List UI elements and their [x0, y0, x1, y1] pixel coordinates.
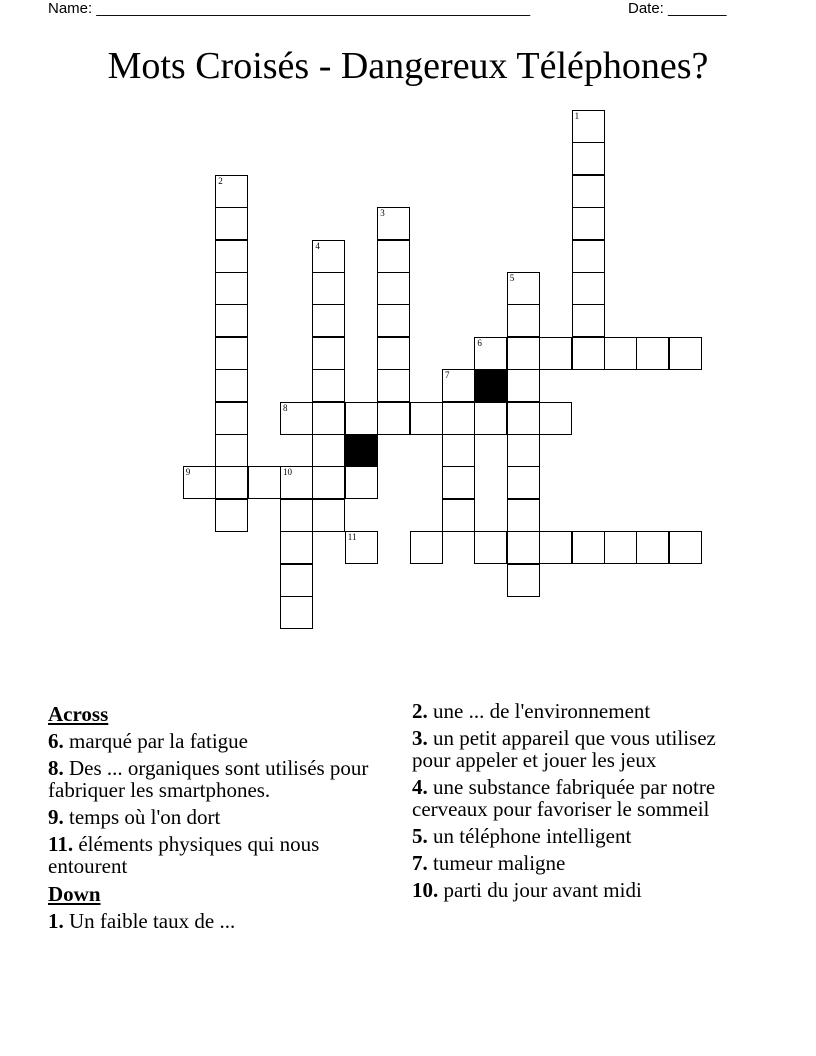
across-clue-list [48, 730, 398, 877]
grid-cell[interactable] [280, 564, 313, 597]
clue-text: temps où l'on dort [69, 805, 221, 829]
grid-cell[interactable] [636, 337, 669, 370]
grid-cell[interactable] [539, 402, 572, 435]
grid-cell[interactable] [507, 499, 540, 532]
grid-cell[interactable] [215, 240, 248, 273]
grid-cell[interactable] [572, 531, 605, 564]
grid-cell[interactable] [474, 402, 507, 435]
cell-number: 3 [380, 208, 385, 219]
clue-text: tumeur maligne [433, 851, 566, 875]
grid-cell[interactable] [248, 466, 281, 499]
clue-item [412, 700, 757, 722]
grid-cell[interactable] [507, 369, 540, 402]
grid-cell[interactable] [442, 466, 475, 499]
grid-cell[interactable] [345, 402, 378, 435]
cell-number: 5 [509, 273, 515, 283]
clue-number: 9. [48, 805, 64, 829]
grid-cell[interactable] [215, 304, 248, 337]
clue-item [412, 727, 757, 771]
grid-cell[interactable] [280, 402, 313, 435]
clue-item [412, 879, 757, 901]
clue-number: 10. [412, 878, 439, 902]
down-clue-list-left [48, 910, 398, 932]
grid-cell[interactable] [442, 369, 475, 402]
clue-item [48, 806, 398, 828]
name-field-label: Name: ____________________________________________________ [48, 0, 531, 17]
down-heading: Down [48, 882, 101, 906]
clue-text: Un faible taux de ... [69, 909, 236, 933]
clue-text: une substance fabriquée par notre cerveaux pour favoriser le sommeil [412, 775, 716, 821]
grid-cell[interactable] [377, 337, 410, 370]
grid-cell[interactable] [539, 337, 572, 370]
grid-cell[interactable] [572, 304, 605, 337]
grid-cell[interactable] [215, 402, 248, 435]
clue-number: 2. [412, 699, 428, 723]
clue-number: 1. [48, 909, 64, 933]
clue-item [48, 757, 398, 801]
grid-cell[interactable] [377, 369, 410, 402]
clue-item [412, 852, 757, 874]
clues-column-right [412, 700, 757, 906]
grid-cell[interactable] [410, 402, 443, 435]
grid-cell[interactable] [572, 175, 605, 208]
clue-number: 3. [412, 726, 428, 750]
grid-cell[interactable] [215, 272, 248, 305]
grid-cell[interactable] [572, 272, 605, 305]
grid-cell[interactable] [377, 240, 410, 273]
clue-text: un téléphone intelligent [433, 824, 632, 848]
clue-number: 5. [412, 824, 428, 848]
grid-cell[interactable] [215, 434, 248, 467]
grid-cell[interactable] [280, 596, 313, 629]
grid-cell[interactable] [507, 337, 540, 370]
cell-number: 9 [185, 467, 191, 478]
clue-number: 6. [48, 729, 64, 753]
grid-cell[interactable] [280, 499, 313, 532]
black-cell [474, 369, 507, 402]
grid-cell[interactable] [442, 402, 475, 435]
grid-cell[interactable] [410, 531, 443, 564]
clue-text: éléments physiques qui nous entourent [48, 832, 320, 878]
grid-cell[interactable] [442, 434, 475, 467]
clue-number: 4. [412, 775, 428, 799]
grid-cell[interactable] [442, 499, 475, 532]
clue-number: 11. [48, 832, 74, 856]
clue-text: Des ... organiques sont utilisés pour fabriquer les smartphones. [48, 756, 369, 802]
grid-cell[interactable] [377, 304, 410, 337]
clue-text: parti du jour avant midi [443, 878, 642, 902]
grid-cell[interactable] [312, 466, 345, 499]
cell-number: 7 [445, 370, 450, 381]
grid-cell[interactable] [604, 531, 637, 564]
grid-cell[interactable] [507, 466, 540, 499]
grid-cell[interactable] [507, 272, 540, 305]
grid-cell[interactable] [604, 337, 637, 370]
grid-cell[interactable] [636, 531, 669, 564]
grid-cell[interactable] [507, 531, 540, 564]
grid-cell[interactable] [572, 142, 605, 175]
clue-text: une ... de l'environnement [433, 699, 651, 723]
grid-cell[interactable] [572, 337, 605, 370]
clue-number: 7. [412, 851, 428, 875]
grid-cell[interactable] [215, 337, 248, 370]
down-clue-list-right [412, 700, 757, 901]
grid-cell[interactable] [377, 402, 410, 435]
cell-number: 10 [283, 467, 292, 478]
grid-cell[interactable] [507, 434, 540, 467]
grid-cell[interactable] [215, 207, 248, 240]
grid-cell[interactable] [312, 337, 345, 370]
grid-cell[interactable] [215, 499, 248, 532]
grid-cell[interactable] [669, 531, 702, 564]
cell-number: 8 [283, 402, 288, 413]
grid-cell[interactable] [280, 531, 313, 564]
cell-number: 1 [574, 111, 580, 121]
clue-item [48, 910, 398, 932]
grid-cell[interactable] [507, 402, 540, 435]
cell-number: 6 [477, 337, 482, 348]
clue-item [48, 833, 398, 877]
grid-cell[interactable] [345, 531, 378, 564]
grid-cell[interactable] [215, 369, 248, 402]
grid-cell[interactable] [312, 272, 345, 305]
grid-cell[interactable] [280, 466, 313, 499]
clue-text: marqué par la fatigue [69, 729, 248, 753]
grid-cell[interactable] [474, 337, 507, 370]
grid-cell[interactable] [539, 531, 572, 564]
grid-cell[interactable] [312, 402, 345, 435]
grid-cell[interactable] [312, 304, 345, 337]
clue-item [412, 825, 757, 847]
grid-cell[interactable] [474, 531, 507, 564]
grid-cell[interactable] [377, 272, 410, 305]
grid-cell[interactable] [572, 207, 605, 240]
black-cell [345, 434, 378, 467]
cell-number: 4 [315, 240, 320, 251]
grid-cell[interactable] [312, 499, 345, 532]
grid-cell[interactable] [507, 304, 540, 337]
across-heading: Across [48, 702, 109, 726]
clue-number: 8. [48, 756, 64, 780]
grid-cell[interactable] [669, 337, 702, 370]
grid-cell[interactable] [572, 110, 605, 143]
cell-number: 2 [218, 175, 223, 186]
grid-cell[interactable] [377, 207, 410, 240]
grid-cell[interactable] [215, 175, 248, 208]
grid-cell[interactable] [572, 240, 605, 273]
clue-item [48, 730, 398, 752]
grid-cell[interactable] [312, 240, 345, 273]
cell-number: 11 [347, 532, 357, 543]
clue-item [412, 776, 757, 820]
grid-cell[interactable] [507, 564, 540, 597]
grid-cell[interactable] [215, 466, 248, 499]
date-field-label: Date: _______ [628, 0, 727, 17]
grid-cell[interactable] [183, 466, 216, 499]
page-title: Mots Croisés - Dangereux Téléphones? [107, 45, 709, 87]
grid-cell[interactable] [312, 434, 345, 467]
clue-text: un petit appareil que vous utilisez pour appeler et jouer les jeux [412, 726, 716, 772]
clues-column-left [48, 700, 398, 937]
grid-cell[interactable] [312, 369, 345, 402]
grid-cell[interactable] [345, 466, 378, 499]
